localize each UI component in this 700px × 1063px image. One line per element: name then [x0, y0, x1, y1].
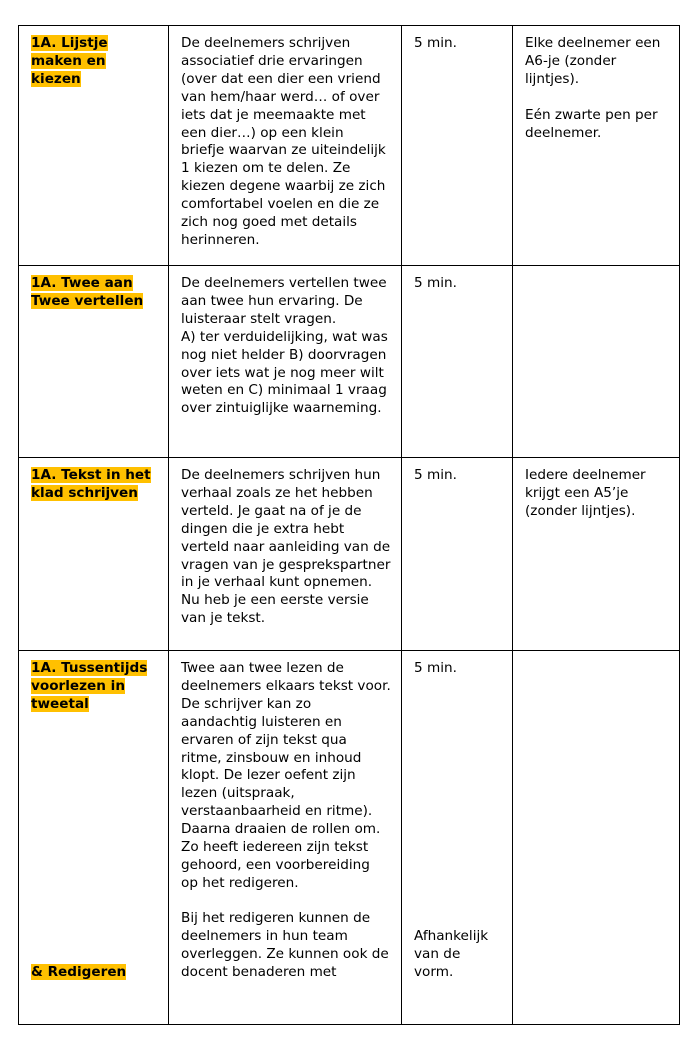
duration-cell [402, 651, 513, 1025]
activity-description: Twee aan twee lezen de deelnemers elkaars tekst voor. De schrijver kan zo aandachtig luisteren en ervaren of zijn tekst qua ritme, zinsbouw en inhoud klopt. De lezer oefent zijn lezen (uitspraak, verstaanbaarheid en ritme). [181, 660, 391, 820]
activity-description: De deelnemers vertellen twee aan twee hun ervaring. De luisteraar stelt vragen. [181, 275, 387, 327]
materials-cell [513, 26, 680, 266]
duration-cell [402, 458, 513, 651]
activity-title: 1A. Tussentijds voorlezen in tweetal [31, 660, 148, 712]
activity-duration: 5 min. [414, 467, 457, 483]
activity-title-cell [19, 266, 169, 458]
table-row [19, 266, 680, 458]
materials-text: Eén zwarte pen per deelnemer. [525, 106, 658, 141]
materials-text: Elke deelnemer een A6-je (zonder lijntjes). [525, 35, 661, 87]
activity-title: 1A. Lijstje maken en kiezen [31, 35, 108, 87]
activity-duration: 5 min. [414, 660, 457, 676]
sub-activity-duration: Afhankelijk van de vorm. [414, 927, 489, 980]
activity-title: 1A. Tekst in het klad schrijven [31, 467, 151, 501]
table-row [19, 651, 680, 1025]
activity-title-cell [19, 651, 169, 1025]
description-cell [169, 651, 402, 1025]
duration-cell [402, 26, 513, 266]
activity-duration: 5 min. [414, 275, 457, 291]
description-cell [169, 26, 402, 266]
activity-description: De deelnemers schrijven hun verhaal zoals ze het hebben verteld. Je gaat na of je de dingen die je extra hebt verteld naar aanleiding van de vragen van je gesprekspartner in je verhaal kunt opnemen. Nu heb je een eerste versie van je tekst. [181, 467, 391, 627]
activity-description: De deelnemers schrijven associatief drie ervaringen (over dat een dier een vriend van hem/haar werd… of over iets dat je meemaakte met een dier…) op een klein briefje waarvan ze uiteindelijk 1 kiezen om te delen. Ze kiezen degene waarbij ze zich comfortabel voelen en die ze zich nog goed met details herinneren. [181, 35, 386, 248]
activity-title: 1A. Twee aan Twee vertellen [31, 275, 144, 309]
materials-cell [513, 458, 680, 651]
materials-cell [513, 651, 680, 1025]
sub-activity-description: Bij het redigeren kunnen de deelnemers in hun team overleggen. Ze kunnen ook de docent benaderen met [181, 909, 389, 980]
activity-title-cell [19, 458, 169, 651]
activity-description: A) ter verduidelijking, wat was nog niet helder B) doorvragen over iets wat je nog meer wilt weten en C) minimaal 1 vraag over zintuiglijke waarneming. [181, 328, 388, 417]
description-cell [169, 266, 402, 458]
duration-cell [402, 266, 513, 458]
materials-cell [513, 266, 680, 458]
description-cell [169, 458, 402, 651]
lesson-plan-table [18, 25, 680, 1025]
sub-activity-title: & Redigeren [31, 963, 127, 980]
activity-title-cell [19, 26, 169, 266]
table-row [19, 458, 680, 651]
activity-description: Daarna draaien de rollen om. Zo heeft iedereen zijn tekst gehoord, een voorbereiding op het redigeren. [181, 821, 381, 891]
materials-text: Iedere deelnemer krijgt een A5’je (zonder lijntjes). [525, 467, 646, 519]
activity-duration: 5 min. [414, 35, 457, 51]
table-row [19, 26, 680, 266]
